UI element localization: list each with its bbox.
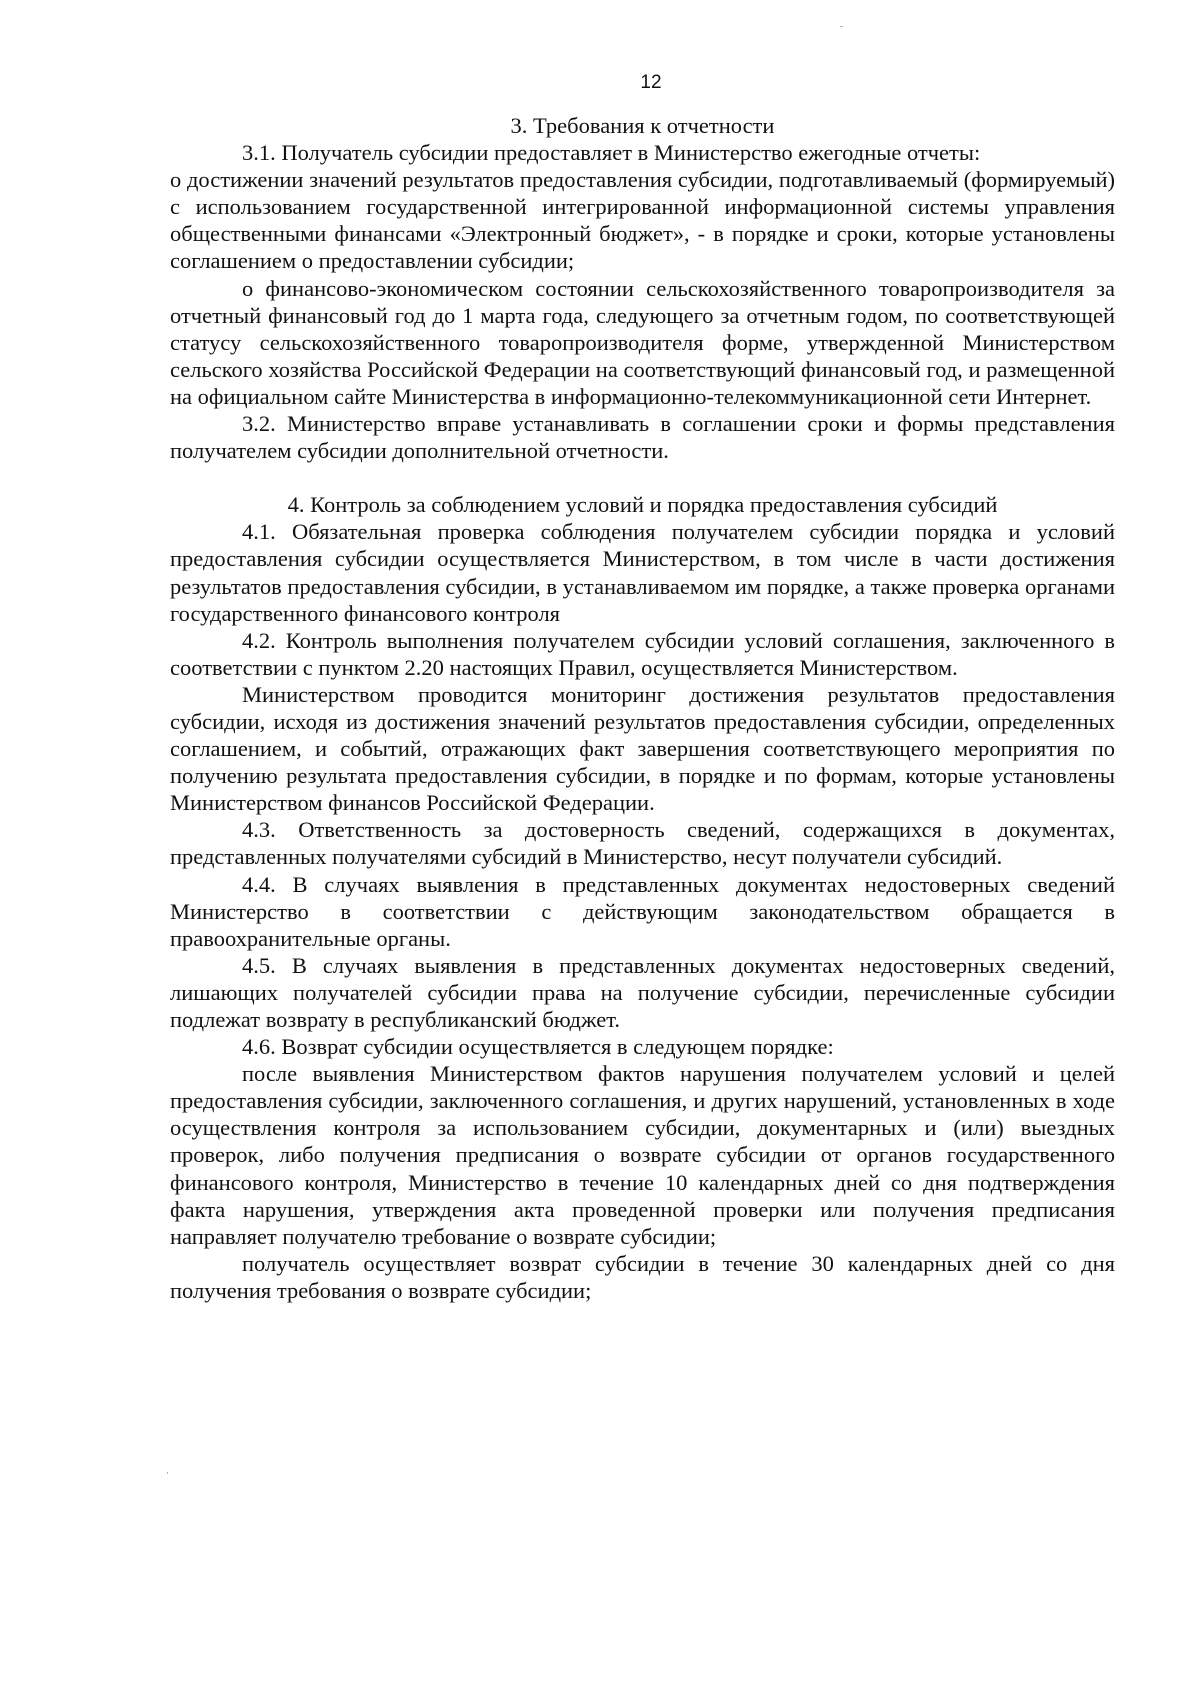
paragraph-4-2-monitoring: Министерством проводится мониторинг достижения результатов предоставления субсидии, исходя из достижения значений результатов предоставления субсидии, определенных соглашением, и событий, отражающих факт завершения соответствующего мероприятия по получению результата предоставления субсидии, в порядке и по формам, которые установлены Министерством финансов Российской Федерации. [170,681,1115,816]
page-number: 12 [640,72,662,93]
paragraph-4-6: 4.6. Возврат субсидии осуществляется в следующем порядке: [242,1034,834,1060]
paragraph-4-6-procedure: после выявления Министерством фактов нарушения получателем условий и целей предоставления субсидии, заключенного соглашения, и других нарушений, установленных в ходе осуществления контроля за использованием субсидии, документарных и (или) выездных проверок, либо получения предписания о возврате субсидии от органов государственного финансового контроля, Министерство в течение 10 календарных дней со дня подтверждения факта нарушения, утверждения акта проведенной проверки или получения предписания направляет получателю требование о возврате субсидии; [170,1061,1115,1249]
section-3-heading: 3. Требования к отчетности [510,113,775,138]
scan-speck [840,26,843,27]
paragraph-4-3: 4.3. Ответственность за достоверность сведений, содержащихся в документах, представленных получателями субсидий в Министерство, несут получатели субсидий. [170,817,1115,870]
paragraph-4-5: 4.5. В случаях выявления в представленных документах недостоверных сведений, лишающих получателей субсидии права на получение субсидии, перечисленные субсидии подлежат возврату в республиканский бюджет. [170,952,1115,1032]
paragraph-3-1: 3.1. Получатель субсидии предоставляет в Министерство ежегодные отчеты: [242,140,981,166]
paragraph-3-1-reports-results: о достижении значений результатов предоставления субсидии, подготавливаемый (формируемый) с использованием государственной интегрированной информационной системы управления общественными финансами «Электронный бюджет», - в порядке и сроки, которые установлены соглашением о предоставлении субсидии; [170,167,1115,274]
paragraph-3-2: 3.2. Министерство вправе устанавливать в соглашении сроки и формы представления получателем субсидии дополнительной отчетности. [170,411,1115,464]
section-4-heading: 4. Контроль за соблюдением условий и порядка предоставления субсидий [287,492,998,518]
scan-speck [167,1472,168,1474]
document-body [170,112,1115,1304]
paragraph-4-4: 4.4. В случаях выявления в представленных документах недостоверных сведений Министерство в соответствии с действующим законодательством обращается в правоохранительные органы. [170,871,1115,951]
paragraph-3-1-reports-finance: о финансово-экономическом состоянии сельскохозяйственного товаропроизводителя за отчетный финансовый год до 1 марта года, следующего за отчетным годом, по соответствующей статусу сельскохозяйственного товаропроизводителя форме, утвержденной Министерством сельского хозяйства Российской Федерации на соответствующий финансовый год, и размещенной на официальном сайте Министерства в информационно-телекоммуникационной сети Интернет. [170,275,1115,409]
paragraph-4-1: 4.1. Обязательная проверка соблюдения получателем субсидии порядка и условий предоставления субсидии осуществляется Министерством, в том числе в части достижения результатов предоставления субсидии, в устанавливаемом им порядке, а также проверка органами государственного финансового контроля [170,519,1115,626]
paragraph-4-2: 4.2. Контроль выполнения получателем субсидии условий соглашения, заключенного в соответствии с пунктом 2.20 настоящих Правил, осуществляется Министерством. [170,627,1115,680]
paragraph-4-6-return: получатель осуществляет возврат субсидии в течение 30 календарных дней со дня получения требования о возврате субсидии; [170,1250,1115,1303]
